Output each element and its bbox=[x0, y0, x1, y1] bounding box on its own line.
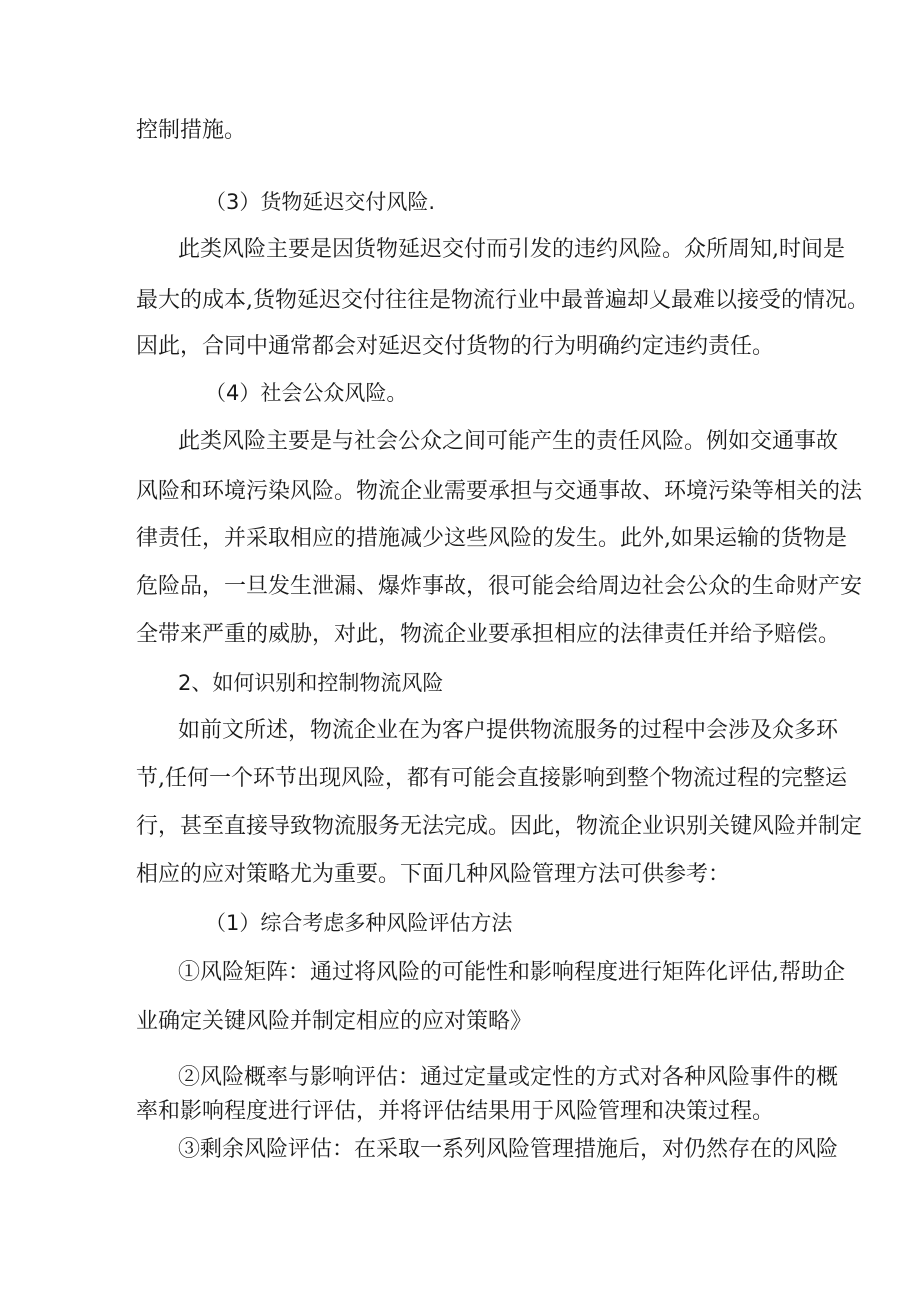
text-line: 业确定关键风险并制定相应的应对策略》 bbox=[136, 1009, 533, 1034]
text-line: ③剩余风险评估：在采取一系列风险管理措施后，对仍然存在的风险 bbox=[178, 1137, 839, 1162]
text-line: 节,任何一个环节出现风险，都有可能会直接影响到整个物流过程的完整运 bbox=[136, 766, 847, 791]
text-line: 危险品，一旦发生泄漏、爆炸事故，很可能会给周边社会公众的生命财产安 bbox=[136, 574, 863, 599]
section-heading: （4）社会公众风险。 bbox=[205, 381, 408, 405]
text-line: 最大的成本,货物延迟交付往往是物流行业中最普遍却乂最难以接受的情况。 bbox=[136, 288, 869, 313]
text-line: ①风险矩阵：通过将风险的可能性和影响程度进行矩阵化评估,帮助企 bbox=[178, 960, 845, 985]
text-line: 如前文所述，物流企业在为客户提供物流服务的过程中会涉及众多环 bbox=[178, 718, 839, 743]
text-line: 控制措施。 bbox=[136, 118, 247, 143]
text-line: 相应的应对策略尤为重要。下面几种风险管理方法可供参考： bbox=[136, 862, 731, 887]
text-line: ②风险概率与影响评估：通过定量或定性的方式对各种风险事件的概 bbox=[178, 1065, 839, 1090]
section-heading: （1）综合考虑多种风险评估方法 bbox=[205, 911, 513, 935]
text-line: 风险和环境污染风险。物流企业需要承担与交通事故、环境污染等相关的法 bbox=[136, 479, 863, 504]
text-line: 此类风险主要是因货物延迟交付而引发的违约风险。众所周知,时间是 bbox=[178, 237, 845, 262]
text-line: 行，甚至直接导致物流服务无法完成。因此，物流企业识别关键风险并制定 bbox=[136, 814, 863, 839]
section-heading: （3）货物延迟交付风险. bbox=[205, 190, 436, 214]
section-heading: 2、如何识别和控制物流风险 bbox=[178, 671, 444, 695]
text-line: 此类风险主要是与社会公众之间可能产生的责任风险。例如交通事故 bbox=[178, 429, 839, 454]
text-line: 因此，合同中通常都会对延迟交付货物的行为明确约定违约责任。 bbox=[136, 334, 775, 359]
text-line: 律责任，并采取相应的措施减少这些风险的发生。此外,如果运输的货物是 bbox=[136, 526, 847, 551]
text-line: 率和影响程度进行评估，并将评估结果用于风险管理和决策过程。 bbox=[136, 1099, 775, 1124]
text-line: 全带来严重的威胁，对此，物流企业要承担相应的法律责任并给予赔偿。 bbox=[136, 622, 841, 647]
